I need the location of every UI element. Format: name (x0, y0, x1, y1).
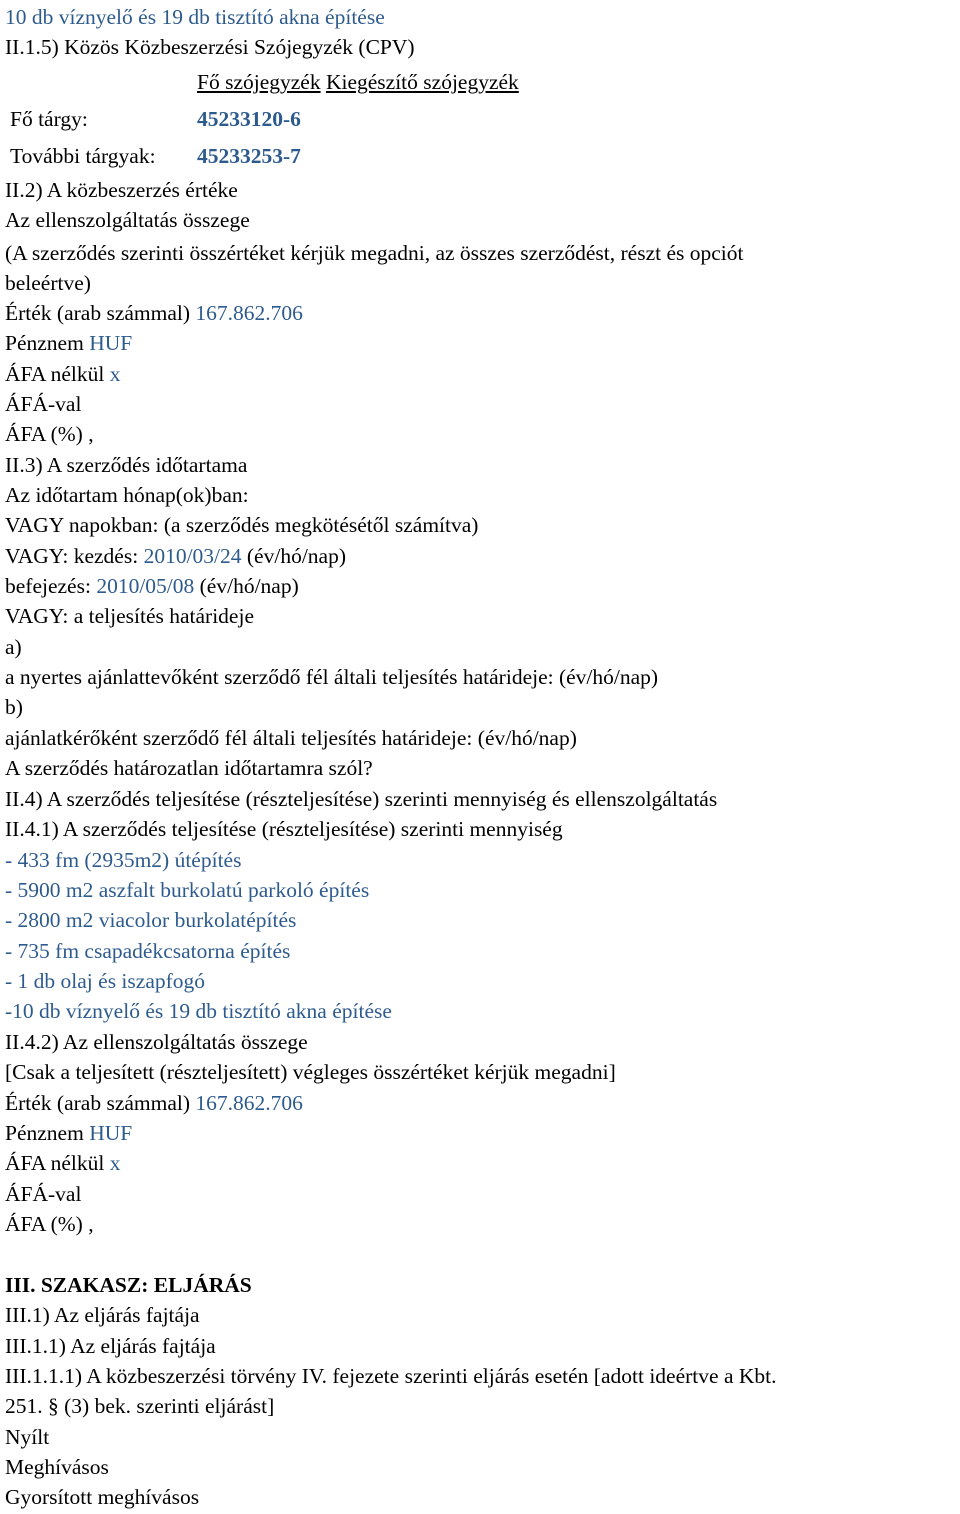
value-row (5, 300, 303, 326)
value-instruction-line1: (A szerződés szerinti összértéket kérjük megadni, az összes szerződést, részt és opciót (5, 241, 744, 265)
vat-percent-label: ÁFA (%) , (5, 422, 94, 446)
section-value-heading: II.2) A közbeszerzés értéke (5, 178, 238, 202)
final-currency-value: HUF (89, 1121, 133, 1145)
option-a-marker: a) (5, 635, 22, 659)
vat-excluded-label: ÁFA nélkül (5, 362, 105, 386)
quantity-item-parking: - 5900 m2 aszfalt burkolatú parkoló építés (5, 878, 370, 902)
deadline-label: VAGY: a teljesítés határideje (5, 604, 254, 628)
quantity-item-gullies: -10 db víznyelő és 19 db tisztító akna építése (5, 999, 392, 1023)
final-currency-row (5, 1120, 132, 1146)
final-value-amount: 167.862.706 (195, 1091, 303, 1115)
section-quantity-heading: II.4) A szerződés teljesítése (részteljesítése) szerinti mennyiség és ellenszolgáltatás (5, 787, 718, 811)
quantity-item-drainage: - 735 fm csapadékcsatorna építés (5, 939, 291, 963)
procedure-open: Nyílt (5, 1425, 50, 1449)
final-vat-percent-label: ÁFA (%) , (5, 1212, 94, 1236)
project-title-line: 10 db víznyelő és 19 db tisztító akna építése (5, 5, 385, 29)
option-b-marker: b) (5, 695, 23, 719)
section-quantity-subheading: II.4.1) A szerződés teljesítése (részteljesítése) szerinti mennyiség (5, 817, 563, 841)
value-instruction-line2: beleértve) (5, 271, 91, 295)
option-b-text: ajánlatkérőként szerződő fél általi teljesítés határideje: (év/hó/nap) (5, 726, 577, 750)
quantity-item-separator: - 1 db olaj és iszapfogó (5, 969, 206, 993)
vat-excluded-row (5, 361, 120, 387)
value-amount: 167.862.706 (195, 301, 303, 325)
main-subject-label: Fő tárgy: (10, 107, 88, 131)
section-iii-heading: III. SZAKASZ: ELJÁRÁS (5, 1273, 252, 1297)
end-date-label: befejezés: (5, 574, 91, 598)
start-date-value: 2010/03/24 (143, 544, 242, 568)
vat-excluded-mark: x (109, 362, 121, 386)
cpv-vocabulary-headers (197, 69, 519, 95)
final-vat-excluded-label: ÁFA nélkül (5, 1151, 105, 1175)
final-value-row (5, 1090, 303, 1116)
final-vat-included-label: ÁFÁ-val (5, 1182, 82, 1206)
end-date-format: (év/hó/nap) (199, 574, 299, 598)
duration-months-label: Az időtartam hónap(ok)ban: (5, 483, 249, 507)
procedure-type-subheading: III.1.1) Az eljárás fajtája (5, 1334, 216, 1358)
indefinite-duration-question: A szerződés határozatlan időtartamra szól? (5, 756, 373, 780)
additional-subjects-code: 45233253-7 (197, 144, 301, 168)
final-currency-label: Pénznem (5, 1121, 84, 1145)
procedure-type-heading: III.1) Az eljárás fajtája (5, 1303, 200, 1327)
currency-label: Pénznem (5, 331, 84, 355)
final-vat-excluded-mark: x (109, 1151, 121, 1175)
section-consideration-heading: II.4.2) Az ellenszolgáltatás összege (5, 1030, 308, 1054)
start-date-label: VAGY: kezdés: (5, 544, 139, 568)
procedure-accelerated-restricted: Gyorsított meghívásos (5, 1485, 200, 1509)
duration-days-label: VAGY napokban: (a szerződés megkötésétől számítva) (5, 513, 479, 537)
procedure-restricted: Meghívásos (5, 1455, 109, 1479)
value-label: Érték (arab számmal) (5, 301, 191, 325)
section-cpv-heading: II.1.5) Közös Közbeszerzési Szójegyzék (CPV) (5, 35, 415, 59)
start-date-format: (év/hó/nap) (246, 544, 346, 568)
additional-subjects-label: További tárgyak: (10, 144, 156, 168)
main-subject-code: 45233120-6 (197, 107, 301, 131)
consideration-instruction: [Csak a teljesített (részteljesített) végleges összértéket kérjük megadni] (5, 1060, 616, 1084)
consideration-amount-label: Az ellenszolgáltatás összege (5, 208, 250, 232)
main-vocabulary-header: Fő szójegyzék (197, 70, 321, 94)
section-duration-heading: II.3) A szerződés időtartama (5, 453, 248, 477)
start-date-row (5, 543, 346, 569)
option-a-text: a nyertes ajánlattevőként szerződő fél általi teljesítés határideje: (év/hó/nap) (5, 665, 659, 689)
end-date-row (5, 573, 299, 599)
currency-row (5, 330, 132, 356)
procedure-law-line2: 251. § (3) bek. szerinti eljárást] (5, 1394, 275, 1418)
end-date-value: 2010/05/08 (96, 574, 195, 598)
final-value-label: Érték (arab számmal) (5, 1091, 191, 1115)
final-vat-excluded-row (5, 1150, 120, 1176)
currency-value: HUF (89, 331, 133, 355)
procedure-law-line1: III.1.1.1) A közbeszerzési törvény IV. fejezete szerinti eljárás esetén [adott ideértve a Kbt. (5, 1364, 777, 1388)
supplementary-vocabulary-header: Kiegészítő szójegyzék (325, 70, 519, 94)
vat-included-label: ÁFÁ-val (5, 392, 82, 416)
quantity-item-road: - 433 fm (2935m2) útépítés (5, 848, 242, 872)
quantity-item-paving: - 2800 m2 viacolor burkolatépítés (5, 908, 297, 932)
